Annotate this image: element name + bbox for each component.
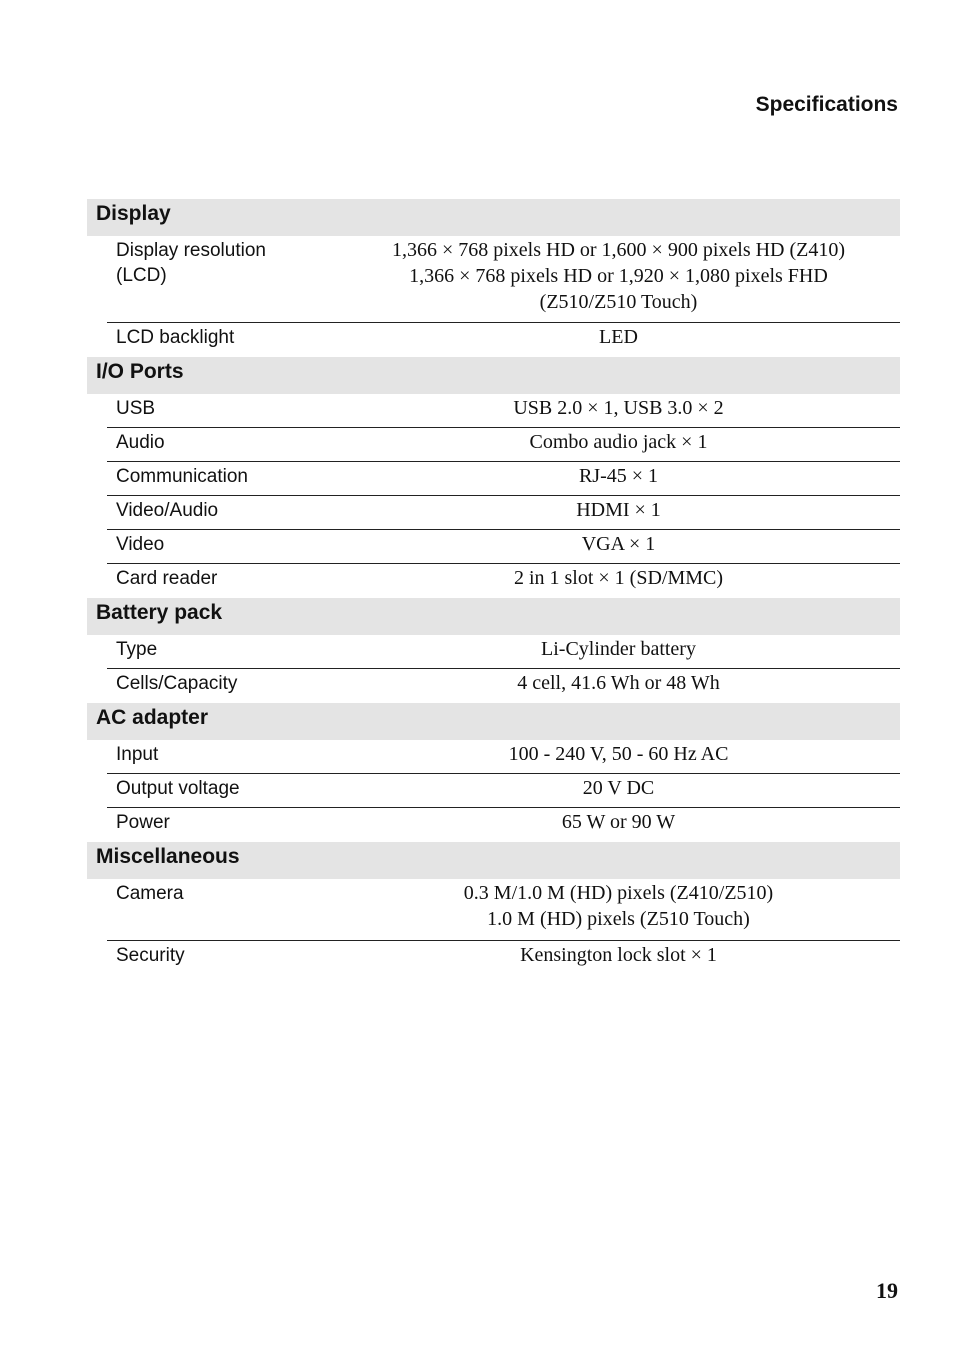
spec-label: Display resolution (LCD) xyxy=(116,240,266,286)
spec-value-line: 0.3 M/1.0 M (HD) pixels (Z410/Z510) xyxy=(463,882,774,904)
spec-row-output-voltage xyxy=(107,774,900,808)
spec-value: Combo audio jack × 1 xyxy=(529,431,708,453)
spec-label: LCD backlight xyxy=(116,327,235,348)
section-header-battery-pack: Battery pack xyxy=(87,598,900,635)
spec-row-lcd-backlight xyxy=(107,323,900,357)
spec-label: Type xyxy=(116,639,158,660)
spec-label: USB xyxy=(116,398,156,419)
spec-label: Video xyxy=(116,534,165,555)
spec-label: Communication xyxy=(116,466,248,487)
page-number: 19 xyxy=(876,1278,898,1303)
spec-label: Power xyxy=(116,812,170,833)
specifications-table xyxy=(87,199,900,975)
spec-row-security xyxy=(107,941,900,975)
spec-row-communication xyxy=(107,462,900,496)
spec-value: Kensington lock slot × 1 xyxy=(520,944,717,966)
spec-row-cells-capacity xyxy=(107,669,900,703)
spec-value: 2 in 1 slot × 1 (SD/MMC) xyxy=(513,567,724,589)
spec-row-camera xyxy=(107,879,900,941)
spec-label: Card reader xyxy=(116,568,218,589)
section-header-ac-adapter: AC adapter xyxy=(87,703,900,740)
spec-label: Audio xyxy=(116,432,165,453)
spec-value: HDMI × 1 xyxy=(576,499,661,521)
spec-value-line: 1,366 × 768 pixels HD or 1,600 × 900 pixels HD (Z410) xyxy=(391,239,846,261)
spec-value xyxy=(337,236,900,322)
spec-value: RJ-45 × 1 xyxy=(578,465,659,487)
spec-value xyxy=(337,879,900,940)
section-header-miscellaneous: Miscellaneous xyxy=(87,842,900,879)
spec-value-line: 1,366 × 768 pixels HD or 1,920 × 1,080 pixels FHD xyxy=(409,265,828,287)
section-header-io-ports: I/O Ports xyxy=(87,357,900,394)
spec-value: 4 cell, 41.6 Wh or 48 Wh xyxy=(517,672,720,694)
spec-row-audio xyxy=(107,428,900,462)
spec-row-type xyxy=(107,635,900,669)
spec-row-display-resolution xyxy=(107,236,900,323)
spec-row-card-reader xyxy=(107,564,900,598)
spec-value: VGA × 1 xyxy=(581,533,656,555)
spec-value-line: 1.0 M (HD) pixels (Z510 Touch) xyxy=(487,908,750,930)
spec-value: 65 W or 90 W xyxy=(561,811,676,833)
spec-row-usb xyxy=(107,394,900,428)
page-header-title: Specifications xyxy=(755,93,898,116)
spec-row-video xyxy=(107,530,900,564)
spec-row-video-audio xyxy=(107,496,900,530)
spec-value: Li-Cylinder battery xyxy=(541,638,696,660)
section-header-display: Display xyxy=(87,199,900,236)
spec-value: LED xyxy=(599,326,638,348)
spec-value: 20 V DC xyxy=(582,777,655,799)
spec-label: Camera xyxy=(116,883,184,904)
spec-value-line: (Z510/Z510 Touch) xyxy=(539,291,698,313)
spec-label: Output voltage xyxy=(116,778,240,799)
spec-label: Cells/Capacity xyxy=(116,673,238,694)
spec-label: Video/Audio xyxy=(116,500,219,521)
spec-row-input xyxy=(107,740,900,774)
spec-value: 100 - 240 V, 50 - 60 Hz AC xyxy=(508,743,729,765)
spec-label: Input xyxy=(116,744,159,765)
spec-row-power xyxy=(107,808,900,842)
spec-value: USB 2.0 × 1, USB 3.0 × 2 xyxy=(513,397,724,419)
spec-label: Security xyxy=(116,945,185,966)
